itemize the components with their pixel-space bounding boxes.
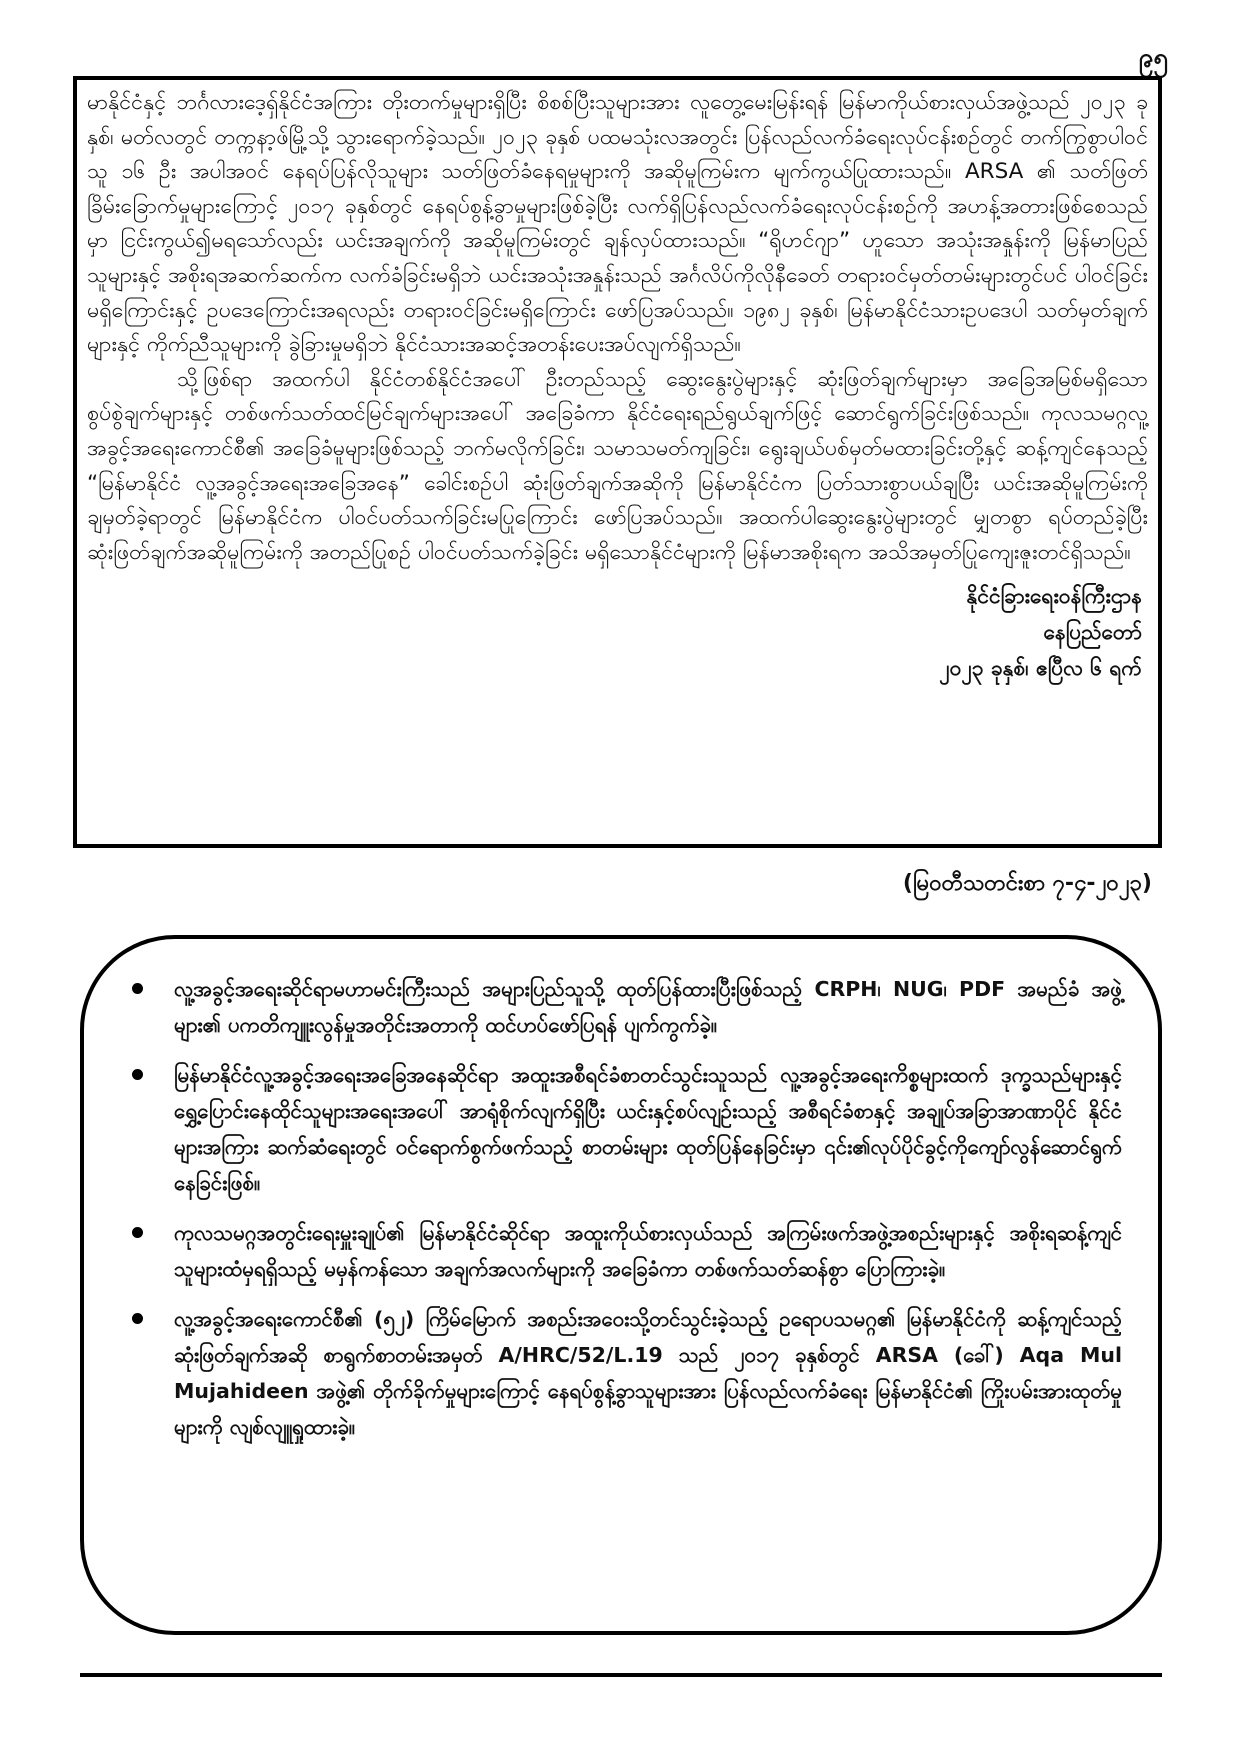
bullet-icon (132, 1227, 143, 1238)
summary-list (124, 971, 1122, 1445)
statement-paragraph: မာနိုင်ငံနှင့် ဘင်္ဂလားဒေ့ရှ်နိုင်ငံအကြား တိုးတက်မှုများရှိပြီး စိစစ်ပြီးသူများအား လူတွေ့မေးမြန်းရန် မြန်မာကိုယ်စားလှယ်အဖွဲ့သည် ၂၀၂၃ ခုနှစ်၊ မတ်လတွင် တက္ကနာ့ဖ်မြို့သို့ သွားရောက်ခဲ့သည်။ ၂၀၂၃ ခုနှစ် ပထမသုံးလအတွင်း ပြန်လည်လက်ခံရေးလုပ်ငန်းစဉ်တွင် တက်ကြွစွာပါဝင်သူ ၁၆ ဦး အပါအဝင် နေရပ်ပြန်လိုသူများ သတ်ဖြတ်ခံနေရမှုများကို အဆိုမူကြမ်းက မျက်ကွယ်ပြုထားသည်။ ARSA ၏ သတ်ဖြတ်ခြိမ်းခြောက်မှုများကြောင့် ၂၀၁၇ ခုနှစ်တွင် နေရပ်စွန့်ခွာမှုများဖြစ်ခဲ့ပြီး လက်ရှိပြန်လည်လက်ခံရေးလုပ်ငန်းစဉ်ကို အဟန့်အတားဖြစ်စေသည်မှာ ငြင်းကွယ်၍မရသော်လည်း ယင်းအချက်ကို အဆိုမူကြမ်းတွင် ချန်လှပ်ထားသည်။ “ရိုဟင်ဂျာ” ဟူသော အသုံးအနှုန်းကို မြန်မာပြည်သူများနှင့် အစိုးရအဆက်ဆက်က လက်ခံခြင်းမရှိဘဲ ယင်းအသုံးအနှုန်းသည် အင်္ဂလိပ်ကိုလိုနီခေတ် တရားဝင်မှတ်တမ်းများတွင်ပင် ပါဝင်ခြင်းမရှိကြောင်းနှင့် ဥပဒေကြောင်းအရလည်း တရားဝင်ခြင်းမရှိကြောင်း ဖော်ပြအပ်သည်။ ၁၉၈၂ ခုနှစ်၊ မြန်မာနိုင်ငံသားဥပဒေပါ သတ်မှတ်ချက်များနှင့် ကိုက်ညီသူများကို ခွဲခြားမှုမရှိဘဲ နိုင်ငံသားအဆင့်အတန်းပေးအပ်လျက်ရှိသည်။ (87, 90, 1148, 358)
bullet-icon (132, 1313, 143, 1324)
page-number: ၉၅ (1138, 43, 1168, 73)
source-citation: (မြဝတီသတင်းစာ ၇-၄-၂၀၂၃) (902, 871, 1152, 896)
statement-body (87, 86, 1148, 570)
bottom-divider (80, 1673, 1162, 1677)
bullet-text: မြန်မာနိုင်ငံလူ့အခွင့်အရေးအခြေအနေဆိုင်ရာ အထူးအစီရင်ခံစာတင်သွင်းသူသည် လူ့အခွင့်အရေးကိစ္စများထက် ဒုက္ခသည်များနှင့် ရွှေ့ပြောင်းနေထိုင်သူများအရေးအပေါ် အာရုံစိုက်လျက်ရှိပြီး ယင်းနှင့်စပ်လျဉ်းသည့် အစီရင်ခံစာနှင့် အချုပ်အခြာအာဏာပိုင် နိုင်ငံများအကြား ဆက်ဆံရေးတွင် ဝင်ရောက်စွက်ဖက်သည့် စာတမ်းများ ထုတ်ပြန်နေခြင်းမှာ ၎င်း၏လုပ်ပိုင်ခွင့်ကိုကျော်လွန်ဆောင်ရွက်နေခြင်းဖြစ်။ (174, 1063, 1122, 1195)
list-item (124, 1301, 1122, 1445)
list-item (124, 1215, 1122, 1287)
signature-ministry: နိုင်ငံခြားရေးဝန်ကြီးဌာန (966, 584, 1142, 609)
bullet-text: ကုလသမဂ္ဂအတွင်းရေးမှူးချုပ်၏ မြန်မာနိုင်ငံဆိုင်ရာ အထူးကိုယ်စားလှယ်သည် အကြမ်းဖက်အဖွဲ့အစည်းများနှင့် အစိုးရဆန့်ကျင်သူများထံမှရရှိသည့် မမှန်ကန်သော အချက်အလက်များကို အခြေခံကာ တစ်ဖက်သတ်ဆန်စွာ ပြောကြားခဲ့။ (174, 1221, 1122, 1281)
summary-box (80, 935, 1162, 1635)
signature-city: နေပြည်တော် (1043, 620, 1142, 645)
list-item (124, 971, 1122, 1043)
list-item (124, 1057, 1122, 1201)
bullet-text: လူ့အခွင့်အရေးကောင်စီ၏ (၅၂) ကြိမ်မြောက် အစည်းအဝေးသို့တင်သွင်းခဲ့သည့် ဥရောပသမဂ္ဂ၏ မြန်မာနိုင်ငံကို ဆန့်ကျင်သည့်ဆုံးဖြတ်ချက်အဆို စာရွက်စာတမ်းအမှတ် A/HRC/52/L.19 သည် ၂၀၁၇ ခုနှစ်တွင် ARSA (ခေါ်) Aqa Mul Mujahideen အဖွဲ့၏ တိုက်ခိုက်မှုများကြောင့် နေရပ်စွန့်ခွာသူများအား ပြန်လည်လက်ခံရေး မြန်မာနိုင်ငံ၏ ကြိုးပမ်းအားထုတ်မှုများကို လျစ်လျူရှုထားခဲ့။ (174, 1307, 1122, 1439)
statement-box (73, 76, 1162, 848)
bullet-icon (132, 983, 143, 994)
bullet-icon (132, 1069, 143, 1080)
bullet-text: လူ့အခွင့်အရေးဆိုင်ရာမဟာမင်းကြီးသည် အများပြည်သူသို့ ထုတ်ပြန်ထားပြီးဖြစ်သည့် CRPH၊ NUG၊ PDF အမည်ခံ အဖွဲ့များ၏ ပကတိကျူးလွန်မှုအတိုင်းအတာကို ထင်ဟပ်ဖော်ပြရန် ပျက်ကွက်ခဲ့။ (174, 977, 1122, 1037)
signature-date: ၂၀၂၃ ခုနှစ်၊ ဧပြီလ ၆ ရက် (939, 656, 1142, 681)
signature-block (87, 578, 1142, 686)
statement-paragraph: သို့ဖြစ်ရာ အထက်ပါ နိုင်ငံတစ်နိုင်ငံအပေါ် ဦးတည်သည့် ဆွေးနွေးပွဲများနှင့် ဆုံးဖြတ်ချက်များမှာ အခြေအမြစ်မရှိသော စွပ်စွဲချက်များနှင့် တစ်ဖက်သတ်ထင်မြင်ချက်များအပေါ် အခြေခံကာ နိုင်ငံရေးရည်ရွယ်ချက်ဖြင့် ဆောင်ရွက်ခြင်းဖြစ်သည်။ ကုလသမဂ္ဂလူ့အခွင့်အရေးကောင်စီ၏ အခြေခံမူများဖြစ်သည့် ဘက်မလိုက်ခြင်း၊ သမာသမတ်ကျခြင်း၊ ရွေးချယ်ပစ်မှတ်မထားခြင်းတို့နှင့် ဆန့်ကျင်နေသည့် “မြန်မာနိုင်ငံ လူ့အခွင့်အရေးအခြေအနေ” ခေါင်းစဉ်ပါ ဆုံးဖြတ်ချက်အဆိုကို မြန်မာနိုင်ငံက ပြတ်သားစွာပယ်ချပြီး ယင်းအဆိုမူကြမ်းကိုချမှတ်ခဲ့ရာတွင် မြန်မာနိုင်ငံက ပါဝင်ပတ်သက်ခြင်းမပြုကြောင်း ဖော်ပြအပ်သည်။ အထက်ပါဆွေးနွေးပွဲများတွင် မျှတစွာ ရပ်တည်ခဲ့ပြီး ဆုံးဖြတ်ချက်အဆိုမူကြမ်းကို အတည်ပြုစဉ် ပါဝင်ပတ်သက်ခဲ့ခြင်း မရှိသောနိုင်ငံများကို မြန်မာအစိုးရက အသိအမှတ်ပြုကျေးဇူးတင်ရှိသည်။ (87, 366, 1148, 565)
